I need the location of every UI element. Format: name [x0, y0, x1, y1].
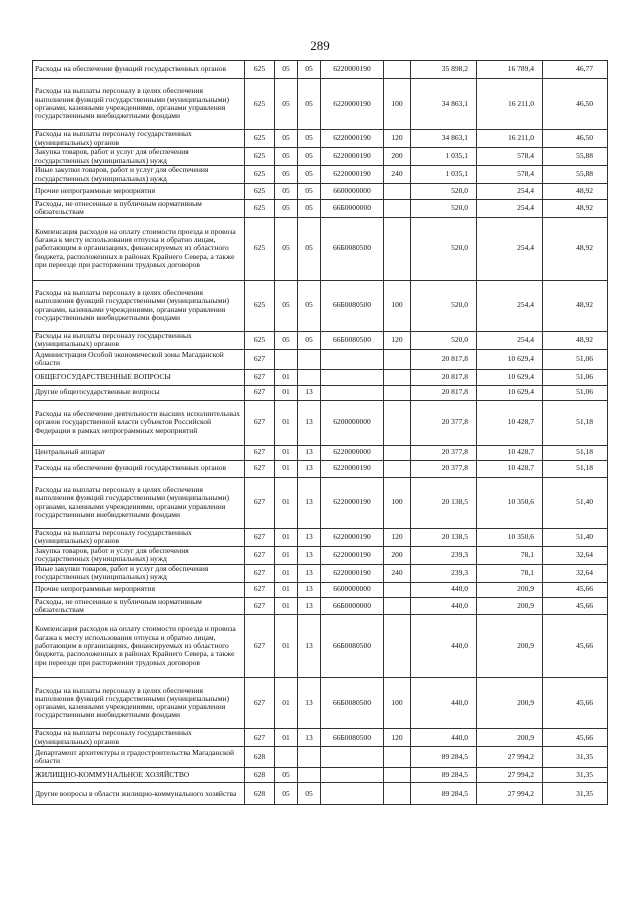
row-plan-amount: 20 817,8	[411, 385, 477, 400]
row-section-code: 01	[275, 615, 298, 678]
row-target-code: 6220000190	[321, 477, 384, 528]
row-ministry-code: 627	[245, 546, 275, 564]
row-actual-amount: 200,9	[477, 597, 543, 615]
row-subsection-code: 05	[298, 79, 321, 130]
row-ministry-code: 627	[245, 729, 275, 747]
table-row	[33, 528, 608, 546]
row-target-code	[321, 783, 384, 805]
table-row	[33, 582, 608, 597]
row-target-code: 6220000190	[321, 528, 384, 546]
row-expense-type-code: 120	[384, 729, 411, 747]
row-expense-type-code: 100	[384, 477, 411, 528]
row-name: Расходы на выплаты персоналу в целях обеспечения выполнения функций государственными (муниципальными) органами, казенными учреждениями, органами управления государственными внебюджетными фондами	[33, 280, 245, 331]
table-row	[33, 200, 608, 218]
row-ministry-code: 627	[245, 615, 275, 678]
row-ministry-code: 627	[245, 369, 275, 385]
row-name: Расходы на обеспечение функций государственных органов	[33, 61, 245, 79]
table-row	[33, 385, 608, 400]
row-percent-executed: 51,18	[543, 400, 608, 445]
row-section-code: 01	[275, 400, 298, 445]
row-section-code: 01	[275, 369, 298, 385]
row-actual-amount: 200,9	[477, 615, 543, 678]
row-subsection-code: 05	[298, 331, 321, 349]
row-plan-amount: 440,0	[411, 678, 477, 729]
row-plan-amount: 520,0	[411, 200, 477, 218]
row-name: Иные закупки товаров, работ и услуг для обеспечения государственных (муниципальных) нужд	[33, 564, 245, 582]
row-expense-type-code: 240	[384, 564, 411, 582]
table-row	[33, 445, 608, 460]
row-expense-type-code	[384, 460, 411, 477]
row-name: Администрация Особой экономической зоны Магаданской области	[33, 349, 245, 369]
row-percent-executed: 45,66	[543, 615, 608, 678]
row-section-code: 05	[275, 200, 298, 218]
row-subsection-code: 13	[298, 385, 321, 400]
row-actual-amount: 10 629,4	[477, 385, 543, 400]
row-ministry-code: 625	[245, 130, 275, 148]
page-number: 289	[310, 38, 330, 53]
row-name: Расходы на выплаты персоналу государственных (муниципальных) органов	[33, 528, 245, 546]
row-name: ЖИЛИЩНО-КОММУНАЛЬНОЕ ХОЗЯЙСТВО	[33, 768, 245, 783]
row-target-code	[321, 768, 384, 783]
row-subsection-code: 05	[298, 217, 321, 280]
table-row	[33, 369, 608, 385]
row-actual-amount: 200,9	[477, 729, 543, 747]
table-row	[33, 130, 608, 148]
row-subsection-code: 13	[298, 445, 321, 460]
row-percent-executed: 48,92	[543, 331, 608, 349]
row-section-code: 05	[275, 79, 298, 130]
row-subsection-code	[298, 768, 321, 783]
row-target-code: 66Б0080500	[321, 217, 384, 280]
row-target-code: 6220000000	[321, 445, 384, 460]
row-actual-amount: 254,4	[477, 200, 543, 218]
row-plan-amount: 89 284,5	[411, 768, 477, 783]
row-plan-amount: 440,0	[411, 597, 477, 615]
table-row	[33, 148, 608, 166]
table-row	[33, 678, 608, 729]
row-expense-type-code: 200	[384, 148, 411, 166]
row-actual-amount: 578,4	[477, 148, 543, 166]
row-ministry-code: 628	[245, 768, 275, 783]
row-percent-executed: 48,92	[543, 200, 608, 218]
row-subsection-code: 13	[298, 597, 321, 615]
table-row	[33, 477, 608, 528]
table-row	[33, 280, 608, 331]
row-actual-amount: 16 211,0	[477, 130, 543, 148]
row-actual-amount: 254,4	[477, 331, 543, 349]
row-section-code	[275, 747, 298, 768]
row-name: Расходы, не отнесенные к публичным нормативным обязательствам	[33, 597, 245, 615]
row-expense-type-code: 120	[384, 331, 411, 349]
row-actual-amount: 200,9	[477, 678, 543, 729]
row-expense-type-code	[384, 747, 411, 768]
row-percent-executed: 48,92	[543, 184, 608, 200]
row-ministry-code: 627	[245, 597, 275, 615]
row-ministry-code: 627	[245, 528, 275, 546]
table-row	[33, 747, 608, 768]
row-plan-amount: 520,0	[411, 280, 477, 331]
row-target-code: 66Б0000000	[321, 597, 384, 615]
row-section-code: 01	[275, 477, 298, 528]
row-subsection-code: 05	[298, 61, 321, 79]
row-expense-type-code	[384, 349, 411, 369]
table-row	[33, 349, 608, 369]
row-name: Иные закупки товаров, работ и услуг для обеспечения государственных (муниципальных) нужд	[33, 166, 245, 184]
row-actual-amount: 254,4	[477, 280, 543, 331]
row-percent-executed: 45,66	[543, 597, 608, 615]
table-row	[33, 217, 608, 280]
row-target-code: 6220000190	[321, 564, 384, 582]
row-subsection-code: 05	[298, 148, 321, 166]
row-subsection-code: 13	[298, 400, 321, 445]
table-row	[33, 564, 608, 582]
row-expense-type-code	[384, 200, 411, 218]
row-percent-executed: 55,88	[543, 148, 608, 166]
row-plan-amount: 34 863,1	[411, 130, 477, 148]
row-actual-amount: 10 350,6	[477, 477, 543, 528]
row-plan-amount: 520,0	[411, 184, 477, 200]
row-percent-executed: 46,50	[543, 130, 608, 148]
row-plan-amount: 520,0	[411, 331, 477, 349]
row-subsection-code	[298, 369, 321, 385]
row-expense-type-code	[384, 217, 411, 280]
row-actual-amount: 10 350,6	[477, 528, 543, 546]
row-target-code: 6200000000	[321, 400, 384, 445]
row-name: Прочие непрограммные мероприятия	[33, 582, 245, 597]
row-name: Другие вопросы в области жилищно-коммунального хозяйства	[33, 783, 245, 805]
row-section-code: 05	[275, 783, 298, 805]
row-ministry-code: 627	[245, 678, 275, 729]
table-body	[33, 61, 608, 805]
row-expense-type-code	[384, 385, 411, 400]
row-section-code: 01	[275, 582, 298, 597]
row-name: Центральный аппарат	[33, 445, 245, 460]
row-plan-amount: 35 898,2	[411, 61, 477, 79]
row-percent-executed: 55,88	[543, 166, 608, 184]
row-name: Расходы на выплаты персоналу в целях обеспечения выполнения функций государственными (муниципальными) органами, казенными учреждениями, органами управления государственными внебюджетными фондами	[33, 678, 245, 729]
row-target-code: 66Б0080500	[321, 280, 384, 331]
row-section-code: 05	[275, 166, 298, 184]
row-plan-amount: 20 817,8	[411, 349, 477, 369]
budget-table	[32, 60, 608, 805]
row-plan-amount: 440,0	[411, 729, 477, 747]
row-plan-amount: 1 035,1	[411, 148, 477, 166]
row-section-code: 01	[275, 460, 298, 477]
row-ministry-code: 627	[245, 477, 275, 528]
row-ministry-code: 627	[245, 582, 275, 597]
row-section-code: 01	[275, 385, 298, 400]
row-expense-type-code: 100	[384, 280, 411, 331]
row-expense-type-code	[384, 400, 411, 445]
row-ministry-code: 625	[245, 200, 275, 218]
row-section-code: 05	[275, 61, 298, 79]
row-expense-type-code	[384, 582, 411, 597]
row-plan-amount: 89 284,5	[411, 747, 477, 768]
row-expense-type-code	[384, 783, 411, 805]
row-plan-amount: 239,3	[411, 564, 477, 582]
row-actual-amount: 16 789,4	[477, 61, 543, 79]
row-target-code: 66Б0080500	[321, 615, 384, 678]
row-ministry-code: 625	[245, 148, 275, 166]
row-target-code: 6220000190	[321, 79, 384, 130]
row-ministry-code: 625	[245, 280, 275, 331]
row-percent-executed: 51,40	[543, 477, 608, 528]
table-row	[33, 783, 608, 805]
row-subsection-code	[298, 747, 321, 768]
row-subsection-code: 13	[298, 615, 321, 678]
row-name: Расходы на выплаты персоналу государственных (муниципальных) органов	[33, 130, 245, 148]
row-section-code: 05	[275, 280, 298, 331]
row-name: Расходы на выплаты персоналу государственных (муниципальных) органов	[33, 331, 245, 349]
row-plan-amount: 239,3	[411, 546, 477, 564]
row-subsection-code: 05	[298, 280, 321, 331]
row-name: Расходы на обеспечение функций государственных органов	[33, 460, 245, 477]
row-percent-executed: 45,66	[543, 582, 608, 597]
row-section-code: 05	[275, 148, 298, 166]
row-actual-amount: 10 428,7	[477, 460, 543, 477]
row-actual-amount: 78,1	[477, 564, 543, 582]
table-row	[33, 79, 608, 130]
row-section-code: 01	[275, 678, 298, 729]
row-target-code	[321, 747, 384, 768]
row-section-code: 01	[275, 528, 298, 546]
row-percent-executed: 31,35	[543, 747, 608, 768]
row-name: Расходы на обеспечение деятельности высших исполнительных органов государственной власти субъектов Российской Федерации в рамках непрограммных мероприятий	[33, 400, 245, 445]
row-ministry-code: 625	[245, 331, 275, 349]
row-target-code	[321, 349, 384, 369]
row-expense-type-code: 120	[384, 528, 411, 546]
row-percent-executed: 31,35	[543, 768, 608, 783]
row-plan-amount: 89 284,5	[411, 783, 477, 805]
row-expense-type-code: 120	[384, 130, 411, 148]
row-percent-executed: 48,92	[543, 217, 608, 280]
row-target-code: 66Б0000000	[321, 200, 384, 218]
row-ministry-code: 627	[245, 385, 275, 400]
row-expense-type-code: 100	[384, 79, 411, 130]
row-name: Компенсация расходов на оплату стоимости проезда и провоза багажа к месту использования отпуска и обратно лицам, работающим в организациях, финансируемых из областного бюджета, расположенных в районах Крайнего Севера, а также при переезде при расторжении трудовых договоров	[33, 615, 245, 678]
row-ministry-code: 625	[245, 184, 275, 200]
row-name: Расходы на выплаты персоналу в целях обеспечения выполнения функций государственными (муниципальными) органами, казенными учреждениями, органами управления государственными внебюджетными фондами	[33, 79, 245, 130]
table-row	[33, 546, 608, 564]
row-ministry-code: 628	[245, 783, 275, 805]
row-expense-type-code	[384, 597, 411, 615]
row-target-code: 6220000190	[321, 460, 384, 477]
row-subsection-code: 13	[298, 678, 321, 729]
row-subsection-code: 13	[298, 729, 321, 747]
row-actual-amount: 578,4	[477, 166, 543, 184]
row-section-code: 01	[275, 564, 298, 582]
row-percent-executed: 51,40	[543, 528, 608, 546]
row-percent-executed: 46,77	[543, 61, 608, 79]
row-subsection-code: 13	[298, 582, 321, 597]
row-actual-amount: 27 994,2	[477, 768, 543, 783]
row-percent-executed: 32,64	[543, 546, 608, 564]
row-expense-type-code	[384, 445, 411, 460]
row-actual-amount: 10 629,4	[477, 349, 543, 369]
row-percent-executed: 51,06	[543, 385, 608, 400]
row-actual-amount: 10 428,7	[477, 445, 543, 460]
row-plan-amount: 20 377,8	[411, 400, 477, 445]
row-actual-amount: 27 994,2	[477, 783, 543, 805]
row-section-code: 01	[275, 546, 298, 564]
row-percent-executed: 51,18	[543, 460, 608, 477]
row-percent-executed: 51,06	[543, 369, 608, 385]
row-plan-amount: 20 817,8	[411, 369, 477, 385]
row-ministry-code: 627	[245, 564, 275, 582]
row-subsection-code: 05	[298, 166, 321, 184]
table-row	[33, 400, 608, 445]
row-section-code: 01	[275, 597, 298, 615]
row-ministry-code: 628	[245, 747, 275, 768]
row-section-code: 01	[275, 445, 298, 460]
row-actual-amount: 10 428,7	[477, 400, 543, 445]
row-name: Закупка товаров, работ и услуг для обеспечения государственных (муниципальных) нужд	[33, 148, 245, 166]
row-ministry-code: 625	[245, 166, 275, 184]
row-percent-executed: 31,35	[543, 783, 608, 805]
table-row	[33, 768, 608, 783]
row-plan-amount: 1 035,1	[411, 166, 477, 184]
row-target-code: 66Б0080500	[321, 729, 384, 747]
row-percent-executed: 51,18	[543, 445, 608, 460]
row-ministry-code: 625	[245, 61, 275, 79]
row-name: Расходы, не отнесенные к публичным нормативным обязательствам	[33, 200, 245, 218]
row-plan-amount: 20 138,5	[411, 528, 477, 546]
table-row	[33, 61, 608, 79]
table-row	[33, 184, 608, 200]
row-expense-type-code	[384, 184, 411, 200]
row-name: Компенсация расходов на оплату стоимости проезда и провоза багажа к месту использования отпуска и обратно лицам, работающим в организациях, финансируемых из областного бюджета, расположенных в районах Крайнего Севера, а также при переезде при расторжении трудовых договоров	[33, 217, 245, 280]
row-name: Департамент архитектуры и градостроительства Магаданской области	[33, 747, 245, 768]
row-plan-amount: 20 138,5	[411, 477, 477, 528]
table-row	[33, 331, 608, 349]
row-target-code: 6220000190	[321, 130, 384, 148]
row-section-code: 05	[275, 217, 298, 280]
row-section-code: 05	[275, 184, 298, 200]
row-plan-amount: 440,0	[411, 615, 477, 678]
row-subsection-code: 05	[298, 783, 321, 805]
row-percent-executed: 51,06	[543, 349, 608, 369]
row-subsection-code: 13	[298, 528, 321, 546]
row-actual-amount: 27 994,2	[477, 747, 543, 768]
row-target-code	[321, 369, 384, 385]
row-expense-type-code	[384, 369, 411, 385]
row-expense-type-code	[384, 615, 411, 678]
row-name: Расходы на выплаты персоналу в целях обеспечения выполнения функций государственными (муниципальными) органами, казенными учреждениями, органами управления государственными внебюджетными фондами	[33, 477, 245, 528]
row-subsection-code	[298, 349, 321, 369]
row-actual-amount: 254,4	[477, 217, 543, 280]
row-target-code: 66Б0080500	[321, 331, 384, 349]
row-ministry-code: 625	[245, 217, 275, 280]
row-name: Другие общегосударственные вопросы	[33, 385, 245, 400]
row-name: Прочие непрограммные мероприятия	[33, 184, 245, 200]
row-target-code: 6600000000	[321, 184, 384, 200]
row-section-code: 05	[275, 768, 298, 783]
row-target-code: 66Б0080500	[321, 678, 384, 729]
row-name: Закупка товаров, работ и услуг для обеспечения государственных (муниципальных) нужд	[33, 546, 245, 564]
table-row	[33, 460, 608, 477]
row-subsection-code: 13	[298, 460, 321, 477]
row-section-code: 05	[275, 331, 298, 349]
row-name: Расходы на выплаты персоналу государственных (муниципальных) органов	[33, 729, 245, 747]
row-expense-type-code: 240	[384, 166, 411, 184]
row-actual-amount: 16 211,0	[477, 79, 543, 130]
row-ministry-code: 625	[245, 79, 275, 130]
row-target-code	[321, 385, 384, 400]
row-subsection-code: 13	[298, 477, 321, 528]
row-section-code: 05	[275, 130, 298, 148]
row-subsection-code: 13	[298, 546, 321, 564]
row-subsection-code: 05	[298, 130, 321, 148]
table-row	[33, 615, 608, 678]
row-expense-type-code	[384, 61, 411, 79]
row-percent-executed: 46,50	[543, 79, 608, 130]
row-subsection-code: 05	[298, 200, 321, 218]
table-row	[33, 729, 608, 747]
row-ministry-code: 627	[245, 400, 275, 445]
row-actual-amount: 10 629,4	[477, 369, 543, 385]
row-expense-type-code: 100	[384, 678, 411, 729]
table-row	[33, 597, 608, 615]
row-plan-amount: 440,0	[411, 582, 477, 597]
row-name: ОБЩЕГОСУДАРСТВЕННЫЕ ВОПРОСЫ	[33, 369, 245, 385]
row-actual-amount: 78,1	[477, 546, 543, 564]
row-subsection-code: 05	[298, 184, 321, 200]
row-plan-amount: 20 377,8	[411, 460, 477, 477]
row-ministry-code: 627	[245, 349, 275, 369]
row-target-code: 6600000000	[321, 582, 384, 597]
row-actual-amount: 200,9	[477, 582, 543, 597]
row-ministry-code: 627	[245, 445, 275, 460]
row-section-code: 01	[275, 729, 298, 747]
row-actual-amount: 254,4	[477, 184, 543, 200]
row-target-code: 6220000190	[321, 546, 384, 564]
row-percent-executed: 48,92	[543, 280, 608, 331]
row-ministry-code: 627	[245, 460, 275, 477]
row-percent-executed: 32,64	[543, 564, 608, 582]
row-target-code: 6220000190	[321, 166, 384, 184]
table-row	[33, 166, 608, 184]
row-percent-executed: 45,66	[543, 678, 608, 729]
row-plan-amount: 520,0	[411, 217, 477, 280]
row-subsection-code: 13	[298, 564, 321, 582]
row-percent-executed: 45,66	[543, 729, 608, 747]
row-expense-type-code	[384, 768, 411, 783]
row-target-code: 6220000190	[321, 148, 384, 166]
row-plan-amount: 34 863,1	[411, 79, 477, 130]
row-section-code	[275, 349, 298, 369]
row-target-code: 6220000190	[321, 61, 384, 79]
row-plan-amount: 20 377,8	[411, 445, 477, 460]
row-expense-type-code: 200	[384, 546, 411, 564]
